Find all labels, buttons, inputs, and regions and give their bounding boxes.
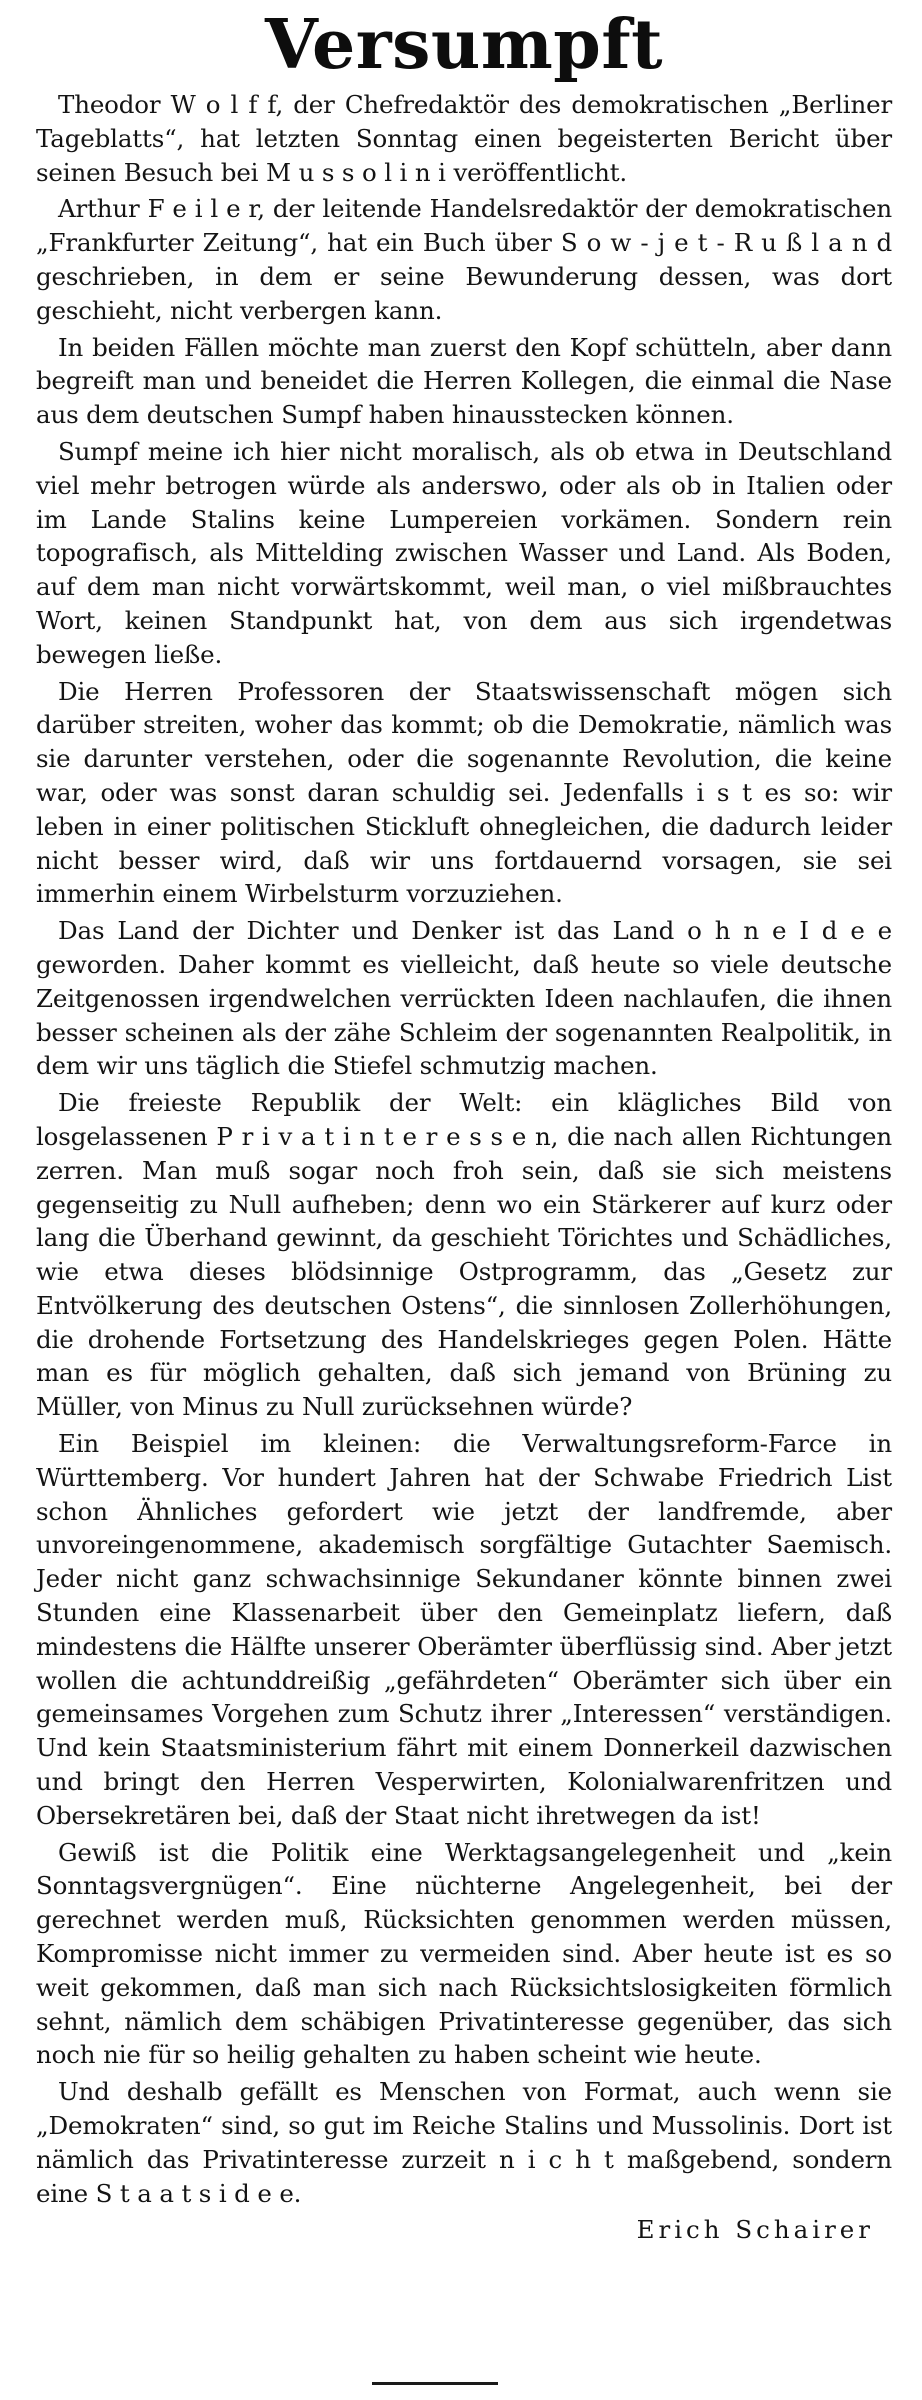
- paragraph-10: Und deshalb gefällt es Menschen von Format, auch wenn sie „Demokraten“ sind, so gut im Reiche Stalins und Mussolinis. Dort ist nämlich das Privatinteresse zurzeit n i c h t maßgebend, sondern eine S t a a t s i d e e.: [36, 2077, 892, 2208]
- paragraph-5: Die Herren Professoren der Staatswissenschaft mögen sich darüber streiten, woher das kommt; ob die Demokratie, nämlich was sie darunter verstehen, oder die sogenannte Revolution, die keine war, oder was sonst daran schuldig sei. Jedenfalls i s t es so: wir leben in einer politischen Stickluft ohnegleichen, die dadurch leider nicht besser wird, daß wir uns fortdauernd vorsagen, sie sei immerhin einem Wirbelsturm vorzuziehen.: [36, 676, 892, 909]
- paragraph-2: Arthur F e i l e r, der leitende Handelsredaktör der demokratischen „Frankfurter Zeitung“, hat ein Buch über S o w - j e t - R u ß l a n d geschrieben, in dem er seine Bewunderung dessen, was dort geschieht, nicht verbergen kann.: [36, 194, 892, 325]
- article-body: [36, 88, 892, 2247]
- paragraph-8: Ein Beispiel im kleinen: die Verwaltungsreform-Farce in Württemberg. Vor hundert Jahren hat der Schwabe Friedrich List schon Ähnliches gefordert wie jetzt der landfremde, aber unvoreingenommene, akademisch sorgfältige Gutachter Saemisch. Jeder nicht ganz schwachsinnige Sekundaner könnte binnen zwei Stunden eine Klassenarbeit über den Gemeinplatz liefern, daß mindestens die Hälfte unserer Oberämter überflüssig sind. Aber jetzt wollen die achtunddreißig „gefährdeten“ Oberämter sich über ein gemeinsames Vorgehen zum Schutz ihrer „Interessen“ verständigen. Und kein Staatsministerium fährt mit einem Donnerkeil dazwischen und bringt den Herren Vesperwirten, Kolonialwarenfritzen und Obersekretären bei, daß der Staat nicht ihretwegen da ist!: [36, 1429, 892, 1830]
- closing-rule: [372, 2382, 498, 2385]
- paragraph-4: Sumpf meine ich hier nicht moralisch, als ob etwa in Deutschland viel mehr betrogen würde als anderswo, oder als ob in Italien oder im Lande Stalins keine Lumpereien vorkämen. Sondern rein topografisch, als Mittelding zwischen Wasser und Land. Als Boden, auf dem man nicht vorwärtskommt, weil man, o viel mißbrauchtes Wort, keinen Standpunkt hat, von dem aus sich irgendetwas bewegen ließe.: [36, 436, 892, 669]
- paragraph-7: Die freieste Republik der Welt: ein klägliches Bild von losgelassenen P r i v a t i n t e r e s s e n, die nach allen Richtungen zerren. Man muß sogar noch froh sein, daß sie sich meistens gegenseitig zu Null aufheben; denn wo ein Stärkerer auf kurz oder lang die Überhand gewinnt, da geschieht Törichtes und Schädliches, wie etwa dieses blödsinnige Ostprogramm, das „Gesetz zur Entvölkerung des deutschen Ostens“, die sinnlosen Zollerhöhungen, die drohende Fortsetzung des Handelskrieges gegen Polen. Hätte man es für möglich gehalten, daß sich jemand von Brüning zu Müller, von Minus zu Null zurücksehnen würde?: [36, 1088, 892, 1422]
- paragraph-6: Das Land der Dichter und Denker ist das Land o h n e I d e e geworden. Daher kommt es vielleicht, daß heute so viele deutsche Zeitgenossen irgendwelchen verrückten Ideen nachlaufen, die ihnen besser scheinen als der zähe Schleim der sogenannten Realpolitik, in dem wir uns täglich die Stiefel schmutzig machen.: [36, 916, 892, 1081]
- paragraph-9: Gewiß ist die Politik eine Werktagsangelegenheit und „kein Sonntagsvergnügen“. Eine nüchterne Angelegenheit, bei der gerechnet werden muß, Rücksichten genommen werden müssen, Kompromisse nicht immer zu vermeiden sind. Aber heute ist es so weit gekommen, daß man sich nach Rücksichtslosigkeiten förmlich sehnt, nämlich dem schäbigen Privatinteresse gegenüber, das sich noch nie für so heilig gehalten zu haben scheint wie heute.: [36, 1837, 892, 2070]
- author-signature: Erich Schairer: [636, 2215, 874, 2245]
- paragraph-3: In beiden Fällen möchte man zuerst den Kopf schütteln, aber dann begreift man und beneidet die Herren Kollegen, die einmal die Nase aus dem deutschen Sumpf haben hinausstecken können.: [36, 332, 892, 430]
- newspaper-page: [36, 0, 892, 2400]
- article-title: Versumpft: [265, 5, 663, 85]
- paragraph-1: Theodor W o l f f, der Chefredaktör des demokratischen „Berliner Tageblatts“, hat letzten Sonntag einen begeisterten Bericht über seinen Besuch bei M u s s o l i n i veröffentlicht.: [36, 90, 892, 187]
